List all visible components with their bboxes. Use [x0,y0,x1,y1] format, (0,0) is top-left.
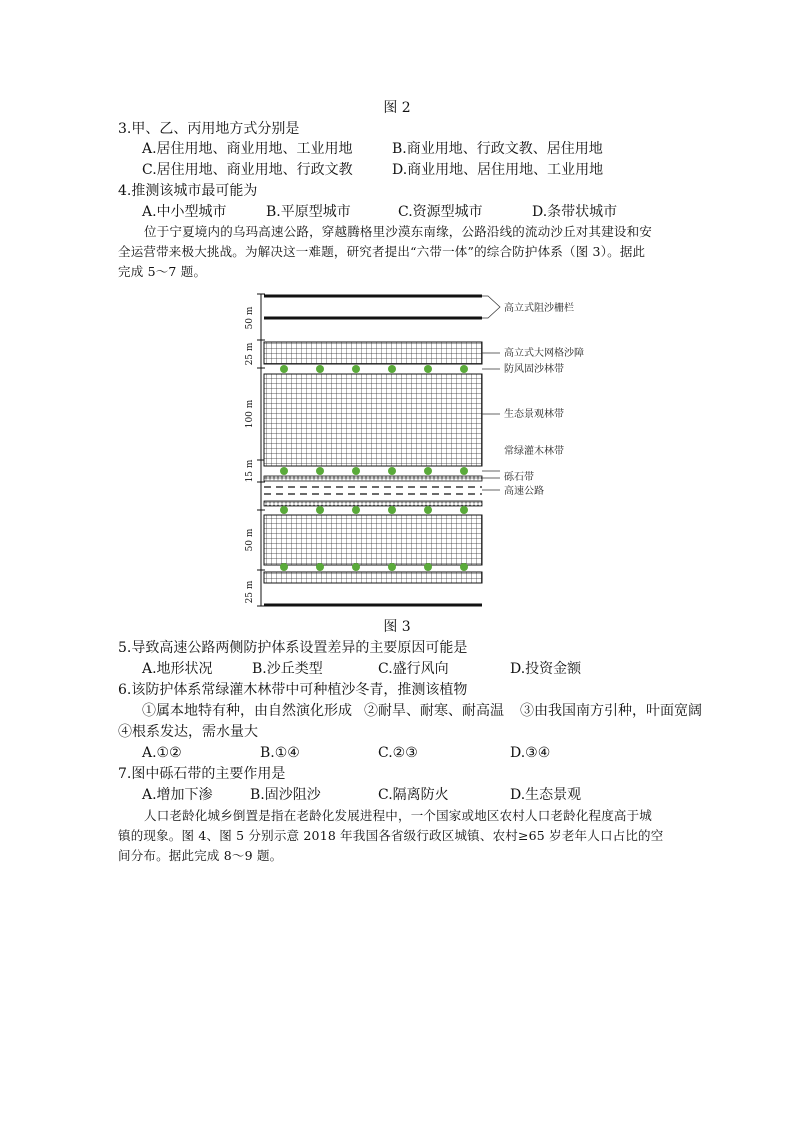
ecological-forest-belt [264,374,482,466]
gravel-band-top [264,476,482,481]
passage-2-line-1: 人口老龄化城乡倒置是指在老龄化发展进程中，一个国家或地区农村人口老龄化程度高于城 [144,808,653,823]
q6-option-b[interactable]: B.①④ [260,745,300,761]
passage-2-line-3: 间分布。据此完成 8～9 题。 [118,848,283,863]
q5-option-c[interactable]: C.盛行风向 [378,661,449,677]
passage-1 [118,222,708,282]
question-6-stem: 6.该防护体系常绿灌木林带中可种植沙冬青，推测该植物 [118,682,468,698]
dim-label-25m-bottom: 25 m [245,580,255,604]
figure-3-caption: 图 3 [383,619,411,635]
question-4-options [142,202,662,222]
q6-statement-2: ②耐旱、耐寒、耐高温 [364,703,504,719]
label-sand-fence: 高立式阻沙栅栏 [504,303,574,314]
question-3-options-row1 [142,139,662,159]
q3-option-b[interactable]: B.商业用地、行政文教、居住用地 [392,141,603,157]
q4-option-d[interactable]: D.条带状城市 [532,204,618,220]
figure-2-caption: 图 2 [383,100,411,116]
label-large-grid-barrier: 高立式大网格沙障 [504,348,584,359]
q5-option-a[interactable]: A.地形状况 [142,661,213,677]
fence-bracket [482,296,500,318]
passage-2 [118,806,708,866]
passage-1-line-2: 全运营带来极大挑战。为解决这一难题，研究者提出“六带一体”的综合防护体系（图 3）。据此 [118,244,646,259]
label-gravel-belt: 砾石带 [504,472,534,483]
dim-label-15m: 15 m [245,459,255,483]
question-6-options [142,743,662,763]
q4-option-b[interactable]: B.平原型城市 [266,204,351,220]
gravel-band-bottom [264,501,482,506]
q6-statement-1: ①属本地特有种，由自然演化形成 [142,703,352,719]
dim-label-50m-top: 50 m [245,306,255,330]
q7-option-b[interactable]: B.固沙阻沙 [250,787,321,803]
label-windbreak-belt: 防风固沙林带 [504,364,564,375]
q3-option-a[interactable]: A.居住用地、商业用地、工业用地 [142,141,353,157]
q6-statement-3: ③由我国南方引种，叶面宽阔 [520,703,702,719]
q3-option-c[interactable]: C.居住用地、商业用地、行政文教 [142,162,353,178]
question-6-statements [142,701,712,721]
passage-2-line-2: 镇的现象。图 4、图 5 分别示意 2018 年我国各省级行政区城镇、农村≥65 岁老年人口占比的空 [118,828,664,843]
large-grid-barrier-bottom [264,572,482,583]
q6-statement-4: ④根系发达，需水量大 [118,724,258,740]
windbreak-tree-row-top [280,365,468,373]
q7-option-a[interactable]: A.增加下渗 [142,787,213,803]
q5-option-b[interactable]: B.沙丘类型 [252,661,323,677]
q6-option-d[interactable]: D.③④ [510,745,551,761]
q3-option-d[interactable]: D.商业用地、居住用地、工业用地 [392,162,604,178]
question-5-stem: 5.导致高速公路两侧防护体系设置差异的主要原因可能是 [118,640,468,656]
question-4-stem: 4.推测该城市最可能为 [118,183,258,199]
question-7-options [142,785,662,805]
question-7-stem: 7.图中砾石带的主要作用是 [118,766,286,782]
large-grid-barrier-top [264,342,482,364]
label-shrub-belt: 常绿灌木林带 [504,446,564,457]
dim-label-25m-top: 25 m [245,342,255,366]
figure-3-diagram [236,288,596,614]
question-3-options-row2 [142,160,662,180]
question-5-options [142,659,662,679]
q7-option-d[interactable]: D.生态景观 [510,787,582,803]
question-3-stem: 3.甲、乙、丙用地方式分别是 [118,121,300,137]
q7-option-c[interactable]: C.隔离防火 [378,787,449,803]
q5-option-d[interactable]: D.投资金额 [510,661,582,677]
passage-1-line-3: 完成 5～7 题。 [118,264,207,279]
label-highway: 高速公路 [504,486,544,497]
shrub-row-top [280,467,468,475]
q6-option-c[interactable]: C.②③ [378,745,418,761]
label-ecological-belt: 生态景观林带 [504,409,564,420]
passage-1-line-1: 位于宁夏境内的乌玛高速公路，穿越腾格里沙漠东南缘，公路沿线的流动沙丘对其建设和安 [144,224,653,239]
q4-option-a[interactable]: A.中小型城市 [142,204,227,220]
q4-option-c[interactable]: C.资源型城市 [398,204,483,220]
forest-belt-bottom [264,515,482,565]
dim-label-100m: 100 m [245,399,255,429]
q6-option-a[interactable]: A.①② [142,745,182,761]
shrub-row-bottom [280,506,468,514]
dim-label-50m-bottom: 50 m [245,528,255,552]
